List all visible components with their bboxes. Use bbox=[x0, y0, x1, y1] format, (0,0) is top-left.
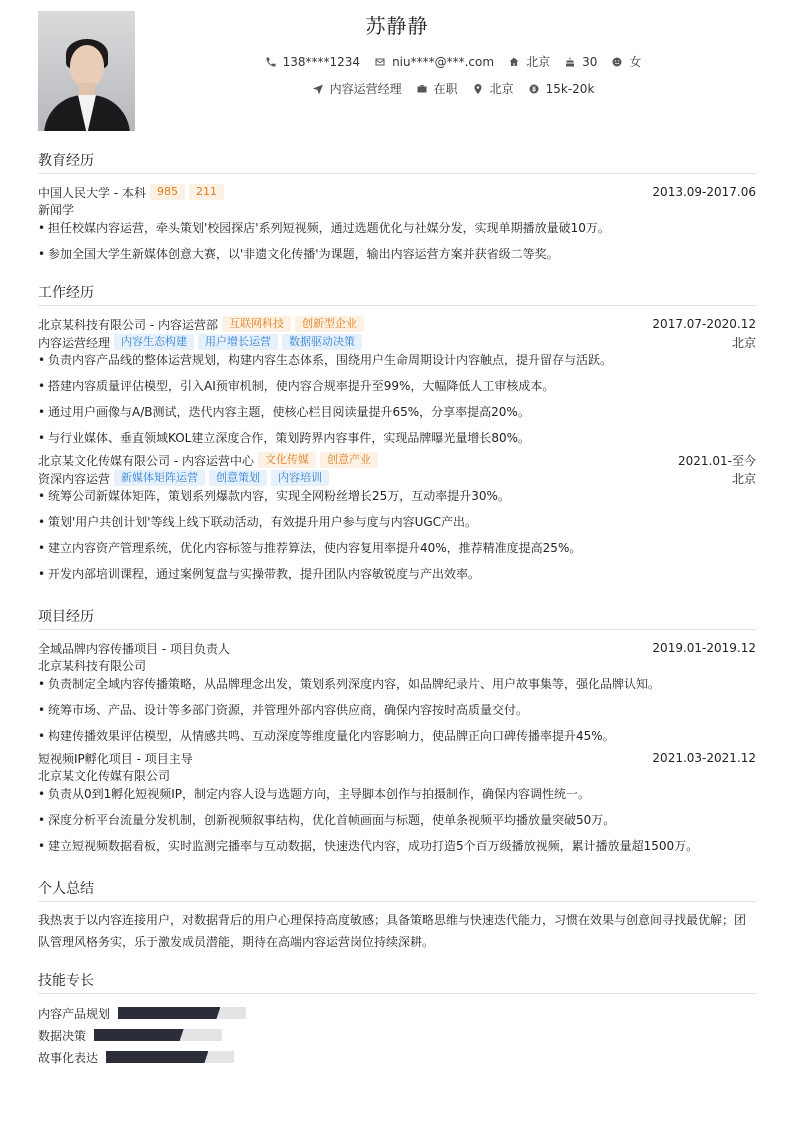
company-tag: 互联网科技 bbox=[222, 316, 291, 332]
school-name: 中国人民大学 - 本科 bbox=[38, 185, 146, 200]
skill-bar bbox=[106, 1051, 234, 1063]
school-tag: 985 bbox=[150, 184, 185, 200]
list-item: • 担任校媒内容运营，牵头策划'校园探店'系列短视频，通过选题优化与社媒分发，实现单期播放量破10万。 bbox=[38, 219, 756, 237]
education-section bbox=[38, 150, 756, 271]
list-item: • 与行业媒体、垂直领域KOL建立深度合作，策划跨界内容事件，实现品牌曝光量增长80%。 bbox=[38, 429, 756, 447]
skill-bar bbox=[118, 1007, 246, 1019]
job-role: 资深内容运营 bbox=[38, 471, 111, 486]
project-date: 2021.03-2021.12 bbox=[652, 751, 756, 765]
summary-section bbox=[38, 878, 756, 953]
skill-bar-fill bbox=[118, 1007, 220, 1019]
list-item: • 开发内部培训课程，通过案例复盘与实操带教，提升团队内容敏锐度与产出效率。 bbox=[38, 565, 756, 583]
company-name: 北京某科技有限公司 - 内容运营部 bbox=[38, 317, 218, 332]
job-role-row bbox=[38, 333, 756, 351]
job-date: 2017.07-2020.12 bbox=[652, 317, 756, 331]
skill-bar-fill bbox=[94, 1029, 184, 1041]
list-item: • 搭建内容质量评估模型，引入AI预审机制，使内容合规率提升至99%，大幅降低人工审核成本。 bbox=[38, 377, 756, 395]
list-item: • 负责内容产品线的整体运营规划，构建内容生态体系，围绕用户生命周期设计内容触点，提升留存与活跃。 bbox=[38, 351, 756, 369]
contact-info-row bbox=[150, 53, 756, 70]
target-city-text: 北京 bbox=[489, 82, 514, 96]
education-header bbox=[38, 183, 756, 201]
work-section bbox=[38, 282, 756, 591]
email-info bbox=[374, 55, 494, 69]
role-tag: 创意策划 bbox=[209, 470, 267, 486]
skill-item bbox=[38, 1002, 398, 1024]
skill-item bbox=[38, 1046, 398, 1068]
project-org: 北京某科技有限公司 bbox=[38, 659, 147, 673]
project-date: 2019.01-2019.12 bbox=[652, 641, 756, 655]
job-city: 北京 bbox=[731, 335, 756, 350]
gender-text: 女 bbox=[629, 55, 642, 69]
list-item: • 负责制定全域内容传播策略，从品牌理念出发，策划系列深度内容，如品牌纪录片、用户故事集等，强化品牌认知。 bbox=[38, 675, 756, 693]
company-name: 北京某文化传媒有限公司 - 内容运营中心 bbox=[38, 453, 254, 468]
projects-section bbox=[38, 606, 756, 863]
phone-icon bbox=[265, 56, 277, 68]
project-org: 北京某文化传媒有限公司 bbox=[38, 769, 171, 783]
job-role: 内容运营经理 bbox=[38, 335, 111, 350]
project-header bbox=[38, 639, 756, 657]
gender-icon bbox=[611, 56, 623, 68]
company-tag: 创新型企业 bbox=[295, 316, 364, 332]
role-tag: 内容生态构建 bbox=[114, 334, 194, 350]
salary-text: 15k-20k bbox=[545, 81, 595, 96]
list-item: • 统筹公司新媒体矩阵，策划系列爆款内容，实现全网粉丝增长25万，互动率提升30%。 bbox=[38, 487, 756, 505]
list-item: • 建立内容资产管理系统，优化内容标签与推荐算法，使内容复用率提升40%，推荐精准度提高25%。 bbox=[38, 539, 756, 557]
list-item: • 构建传播效果评估模型，从情感共鸣、互动深度等维度量化内容影响力，使品牌正向口碑传播率提升45%。 bbox=[38, 727, 756, 745]
city-text: 北京 bbox=[526, 55, 551, 69]
salary-info bbox=[528, 82, 595, 96]
money-icon bbox=[528, 83, 540, 95]
section-title: 技能专长 bbox=[38, 970, 756, 994]
location-icon bbox=[472, 83, 484, 95]
skills-list bbox=[38, 1002, 756, 1068]
skill-name: 数据决策 bbox=[38, 1028, 87, 1043]
project-name: 全域品牌内容传播项目 - 项目负责人 bbox=[38, 641, 230, 656]
role-tag: 新媒体矩阵运营 bbox=[114, 470, 205, 486]
home-icon bbox=[508, 56, 520, 68]
list-item: • 参加全国大学生新媒体创意大赛，以'非遗文化传播'为课题，输出内容运营方案并获省级二等奖。 bbox=[38, 245, 756, 263]
briefcase-icon bbox=[416, 83, 428, 95]
role-tag: 用户增长运营 bbox=[198, 334, 278, 350]
email-text: niu****@***.com bbox=[392, 54, 495, 69]
job-date: 2021.01-至今 bbox=[678, 453, 756, 468]
summary-text: 我热衷于以内容连接用户，对数据背后的用户心理保持高度敏感；具备策略思维与快速迭代能力，习惯在效果与创意间寻找最优解；团队管理风格务实，乐于激发成员潜能，期待在高端内容运营岗位持续深耕。 bbox=[38, 913, 747, 949]
company-tag: 文化传媒 bbox=[258, 452, 316, 468]
list-item: • 策划'用户共创计划'等线上线下联动活动，有效提升用户参与度与内容UGC产出。 bbox=[38, 513, 756, 531]
role-tag: 内容培训 bbox=[271, 470, 329, 486]
company-tag: 创意产业 bbox=[320, 452, 378, 468]
target-job-info bbox=[312, 80, 402, 97]
age-text: 30 bbox=[582, 54, 598, 69]
education-date: 2013.09-2017.06 bbox=[652, 185, 756, 199]
skill-item bbox=[38, 1024, 398, 1046]
skill-bar-fill bbox=[106, 1051, 208, 1063]
major: 新闻学 bbox=[38, 203, 75, 217]
section-title: 项目经历 bbox=[38, 606, 756, 630]
section-title: 教育经历 bbox=[38, 150, 756, 174]
list-item: • 建立短视频数据看板，实时监测完播率与互动数据，快速迭代内容，成功打造5个百万级播放视频，累计播放量超1500万。 bbox=[38, 837, 756, 855]
target-job-text: 内容运营经理 bbox=[329, 82, 402, 96]
skills-section bbox=[38, 970, 756, 1068]
target-city-info bbox=[472, 80, 514, 97]
project-header bbox=[38, 749, 756, 767]
section-title: 个人总结 bbox=[38, 878, 756, 902]
candidate-name: 苏静静 bbox=[365, 14, 429, 38]
cake-icon bbox=[564, 56, 576, 68]
list-item: • 负责从0到1孵化短视频IP，制定内容人设与选题方向，主导脚本创作与拍摄制作，确保内容调性统一。 bbox=[38, 785, 756, 803]
phone-info bbox=[265, 55, 360, 69]
city-info bbox=[508, 53, 550, 70]
age-info bbox=[564, 55, 597, 69]
project-name: 短视频IP孵化项目 - 项目主导 bbox=[38, 751, 193, 766]
list-item: • 统筹市场、产品、设计等多部门资源，并管理外部内容供应商，确保内容按时高质量交付。 bbox=[38, 701, 756, 719]
job-header bbox=[38, 451, 756, 469]
mail-icon bbox=[374, 56, 386, 68]
job-intent-row bbox=[150, 80, 756, 97]
role-tag: 数据驱动决策 bbox=[282, 334, 362, 350]
status-text: 在职 bbox=[433, 82, 458, 96]
job-role-row bbox=[38, 469, 756, 487]
list-item: • 通过用户画像与A/B测试，迭代内容主题，使核心栏目阅读量提升65%，分享率提高20%。 bbox=[38, 403, 756, 421]
job-city: 北京 bbox=[731, 471, 756, 486]
phone-text: 138****1234 bbox=[282, 54, 361, 69]
send-icon bbox=[312, 83, 324, 95]
skill-name: 内容产品规划 bbox=[38, 1006, 111, 1021]
skill-name: 故事化表达 bbox=[38, 1050, 99, 1065]
status-info bbox=[416, 80, 458, 97]
gender-info bbox=[611, 53, 641, 70]
job-header bbox=[38, 315, 756, 333]
skill-bar bbox=[94, 1029, 222, 1041]
list-item: • 深度分析平台流量分发机制，创新视频叙事结构，优化首帧画面与标题，使单条视频平均播放量突破50万。 bbox=[38, 811, 756, 829]
school-tag: 211 bbox=[189, 184, 224, 200]
section-title: 工作经历 bbox=[38, 282, 756, 306]
